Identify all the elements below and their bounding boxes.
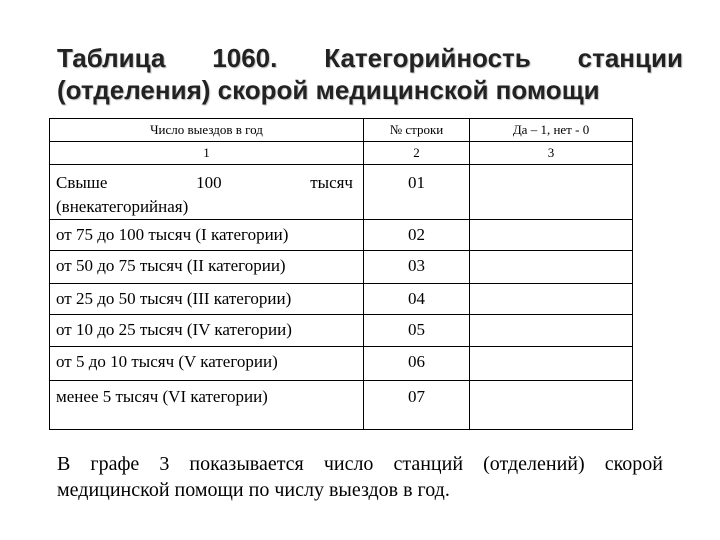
row-label: от 50 до 75 тысяч (II категории) bbox=[50, 251, 364, 284]
row-label-line-2: (внекатегорийная) bbox=[56, 197, 189, 216]
row-label-part: Свыше bbox=[56, 173, 108, 192]
row-value-cell[interactable] bbox=[470, 315, 633, 347]
row-value-cell[interactable] bbox=[470, 220, 633, 251]
row-label-part: 100 bbox=[196, 173, 222, 192]
row-code: 04 bbox=[364, 284, 470, 315]
row-value-cell[interactable] bbox=[470, 251, 633, 284]
row-code: 03 bbox=[364, 251, 470, 284]
column-number: 2 bbox=[364, 142, 470, 165]
row-label: менее 5 тысяч (VI категории) bbox=[50, 381, 364, 430]
table-row bbox=[50, 165, 633, 220]
row-label bbox=[50, 165, 364, 220]
page-title bbox=[57, 42, 683, 106]
row-label: от 25 до 50 тысяч (III категории) bbox=[50, 284, 364, 315]
row-value-cell[interactable] bbox=[470, 284, 633, 315]
column-header-yes-no: Да – 1, нет - 0 bbox=[470, 119, 633, 142]
table-row bbox=[50, 315, 633, 347]
row-code: 02 bbox=[364, 220, 470, 251]
table-row bbox=[50, 381, 633, 430]
row-value-cell[interactable] bbox=[470, 347, 633, 381]
table-row bbox=[50, 284, 633, 315]
footnote-text: В графе 3 показывается число станций (отделений) скорой медицинской помощи по числу выездов в год. bbox=[57, 453, 663, 501]
row-code: 01 bbox=[364, 165, 470, 220]
table-row bbox=[50, 220, 633, 251]
table-row bbox=[50, 251, 633, 284]
row-value-cell[interactable] bbox=[470, 381, 633, 430]
row-value-cell[interactable] bbox=[470, 165, 633, 220]
column-header-row-number: № строки bbox=[364, 119, 470, 142]
title-line-2: (отделения) скорой медицинской помощи bbox=[57, 75, 600, 105]
column-number: 3 bbox=[470, 142, 633, 165]
row-code: 06 bbox=[364, 347, 470, 381]
title-word: Таблица bbox=[57, 43, 166, 73]
column-number-row bbox=[50, 142, 633, 165]
row-label: от 75 до 100 тысяч (I категории) bbox=[50, 220, 364, 251]
row-label: от 10 до 25 тысяч (IV категории) bbox=[50, 315, 364, 347]
row-label: от 5 до 10 тысяч (V категории) bbox=[50, 347, 364, 381]
title-word: Категорийность bbox=[324, 43, 531, 73]
table-header-row bbox=[50, 119, 633, 142]
title-word: 1060. bbox=[212, 43, 278, 73]
row-code: 05 bbox=[364, 315, 470, 347]
row-label-part: тысяч bbox=[310, 173, 353, 192]
title-line-1 bbox=[57, 42, 683, 74]
row-code: 07 bbox=[364, 381, 470, 430]
title-word: станции bbox=[577, 43, 683, 73]
category-table bbox=[49, 118, 633, 430]
column-header-visits: Число выездов в год bbox=[50, 119, 364, 142]
table-row bbox=[50, 347, 633, 381]
column-number: 1 bbox=[50, 142, 364, 165]
